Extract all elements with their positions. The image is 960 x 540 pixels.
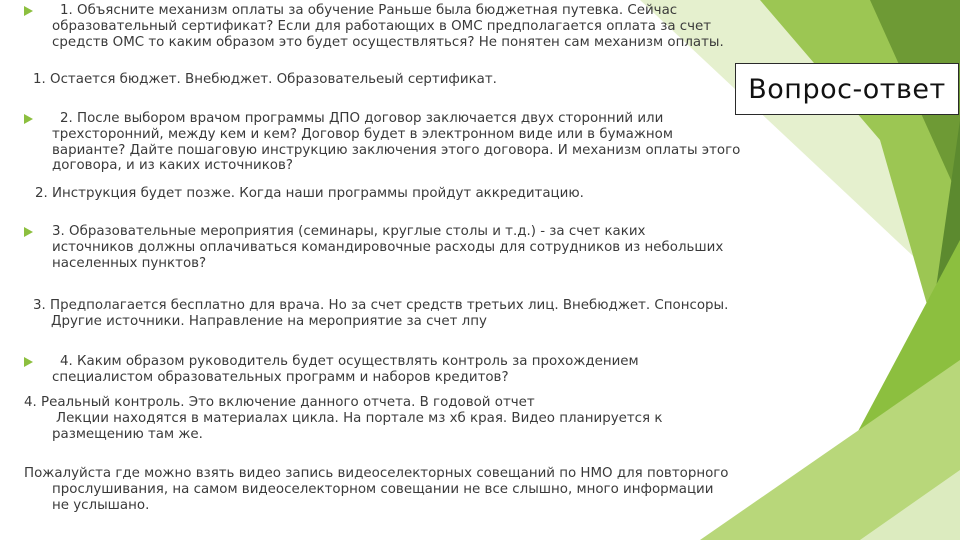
text-line: 3. Образовательные мероприятия (семинары, круглые столы и т.д.) - за счет каких (52, 224, 646, 239)
text-line: 1. Объясните механизм оплаты за обучение Раньше была бюджетная путевка. Сейчас (60, 3, 678, 18)
bullet-icon (24, 6, 33, 16)
answer-2 (35, 186, 584, 202)
text-line: трехсторонний, между кем и кем? Договор будет в электронном виде или в бумажном (52, 126, 673, 142)
text-line: 3. Предполагается бесплатно для врача. Но за счет средств третьих лиц. Внебюджет. Спонсоры. (33, 298, 729, 313)
bullet-icon (24, 227, 33, 237)
bullet-icon (24, 357, 33, 367)
text-line: населенных пунктов? (52, 255, 207, 271)
question-4 (52, 354, 639, 386)
text-line: Другие источники. Направление на мероприятие за счет лпу (51, 313, 487, 329)
closing-question (24, 466, 729, 513)
answer-1 (33, 72, 497, 88)
text-line: Пожалуйста где можно взять видео запись видеоселекторных совещаний по НМО для повторного (24, 466, 729, 481)
text-line: 2. Инструкция будет позже. Когда наши программы пройдут аккредитацию. (35, 186, 584, 201)
slide-title: Вопрос-ответ (735, 63, 959, 115)
text-line: специалистом образовательных программ и наборов кредитов? (52, 369, 509, 385)
text-line: размещению там же. (52, 426, 203, 442)
text-line: 2. После выбором врачом программы ДПО договор заключается двух сторонний или (60, 111, 664, 126)
text-line: 4. Каким образом руководитель будет осуществлять контроль за прохождением (60, 354, 639, 369)
text-line: источников должны оплачиваться командировочные расходы для сотрудников из небольших (52, 239, 724, 255)
text-line: Лекции находятся в материалах цикла. На портале мз хб края. Видео планируется к (56, 410, 663, 426)
text-line: варианте? Дайте пошаговую инструкцию заключения этого договора. И механизм оплаты этого (52, 142, 741, 158)
text-line: 4. Реальный контроль. Это включение данного отчета. В годовой отчет (24, 395, 535, 410)
text-line: средств ОМС то каким образом это будет осуществляться? Не понятен сам механизм оплаты. (52, 34, 724, 50)
text-line: прослушивания, на самом видеоселекторном совещании не все слышно, много информации (52, 481, 714, 497)
text-line: не услышано. (52, 497, 150, 513)
answer-4 (24, 395, 662, 442)
text-line: договора, и из каких источников? (52, 158, 293, 174)
answer-3 (33, 298, 728, 330)
bullet-icon (24, 114, 33, 124)
text-line: образовательный сертификат? Если для работающих в ОМС предполагается оплата за счет (52, 18, 712, 34)
question-3 (52, 224, 723, 271)
text-line: 1. Остается бюджет. Внебюджет. Образовательеый сертификат. (33, 72, 497, 87)
question-1 (52, 3, 724, 50)
question-2 (52, 111, 740, 174)
